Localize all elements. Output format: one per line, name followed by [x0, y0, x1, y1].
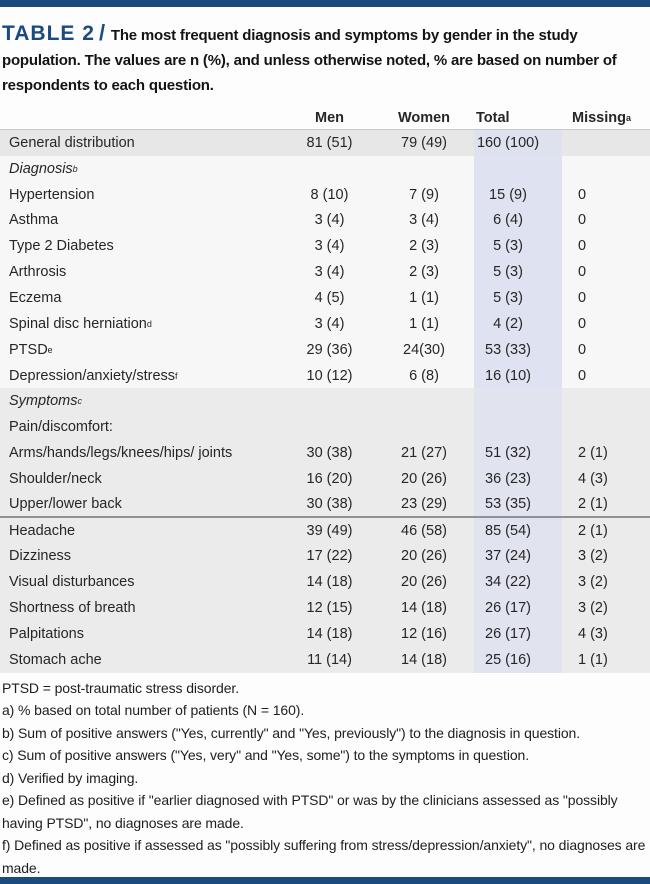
cell-women: 7 (9): [409, 186, 439, 203]
table-caption-text: The most frequent diagnosis and symptoms by gender in the study population. The values are n (%), and unless otherwise noted, % are based on number of respondents to each question.: [2, 27, 617, 94]
cell-men: 17 (22): [306, 548, 353, 565]
cell-men: 29 (36): [306, 341, 353, 358]
cell-missing: 0: [578, 238, 587, 255]
cell-men: 3 (4): [314, 315, 345, 332]
cell-missing: 0: [578, 212, 587, 229]
cell-total: [474, 388, 562, 414]
column-header-women: Women: [397, 110, 451, 126]
top-accent-bar: [0, 0, 650, 7]
table-row: [0, 208, 650, 234]
cell-men: 3 (4): [314, 264, 345, 281]
cell-total: 53 (35): [474, 492, 562, 516]
row-label: Pain/discomfort:: [9, 419, 113, 436]
cell-women: 3 (4): [409, 212, 439, 229]
cell-men: 12 (15): [306, 600, 353, 617]
table-row: [0, 621, 650, 647]
table-row: [0, 492, 650, 518]
cell-total: 37 (24): [474, 544, 562, 570]
footnote-e: e) Defined as positive if "earlier diagnosed with PTSD" or was by the clinicians assessed as "possibly having PTSD", no diagnoses are made.: [2, 792, 618, 831]
cell-men: 4 (5): [314, 289, 345, 306]
cell-men: 3 (4): [314, 212, 345, 229]
cell-missing: 4 (3): [578, 470, 608, 487]
missing-header-label: Missing: [572, 110, 626, 126]
row-label: Eczema: [9, 289, 62, 306]
cell-men: 3 (4): [314, 238, 345, 255]
cell-total: 5 (3): [474, 259, 562, 285]
cell-missing: 0: [578, 367, 587, 384]
section-label: Symptoms c: [9, 393, 82, 410]
footnote-c: c) Sum of positive answers ("Yes, very" and "Yes, some") to the symptoms in question.: [2, 747, 530, 764]
cell-total: 34 (22): [474, 569, 562, 595]
row-label: PTSD e: [9, 341, 53, 358]
cell-total: 5 (3): [474, 233, 562, 259]
cell-women: 2 (3): [409, 238, 439, 255]
cell-missing: 2 (1): [578, 522, 608, 539]
cell-total: 6 (4): [474, 208, 562, 234]
cell-women: 24(30): [403, 341, 445, 358]
cell-women: 20 (26): [401, 470, 447, 487]
cell-men: 39 (49): [306, 522, 353, 539]
section-row-symptoms: [0, 388, 650, 414]
cell-women: [374, 156, 474, 182]
cell-missing: 0: [578, 186, 587, 203]
table-caption: [0, 7, 650, 107]
cell-women: 6 (8): [409, 367, 439, 384]
cell-missing: 4 (3): [578, 625, 608, 642]
table-header-row: [0, 107, 650, 130]
bottom-accent-bar: [0, 877, 650, 884]
cell-missing: 2 (1): [578, 495, 608, 512]
cell-men: 16 (20): [306, 470, 353, 487]
table-row: [0, 233, 650, 259]
column-header-men: Men: [315, 110, 344, 126]
row-label: Headache: [9, 522, 76, 539]
cell-missing: [562, 156, 650, 182]
cell-total: [474, 414, 562, 440]
footnote-b: b) Sum of positive answers ("Yes, currently" and "Yes, previously") to the diagnosis in question.: [2, 724, 581, 741]
cell-missing: [562, 388, 650, 414]
row-label: Depression/anxiety/stress f: [9, 367, 178, 384]
cell-men: 10 (12): [306, 367, 353, 384]
table-row: [0, 130, 650, 156]
cell-women: 14 (18): [401, 600, 447, 617]
cell-women: 14 (18): [401, 651, 447, 668]
table-row: [0, 440, 650, 466]
cell-total: 5 (3): [474, 285, 562, 311]
table-row: [0, 311, 650, 337]
table-row: [0, 285, 650, 311]
table-row: [0, 544, 650, 570]
cell-missing: 3 (2): [578, 600, 608, 617]
cell-missing: 0: [578, 315, 587, 332]
corner-cell: [0, 107, 285, 129]
table-row: [0, 647, 650, 673]
cell-missing: 3 (2): [578, 574, 608, 591]
footnote-f: f) Defined as positive if assessed as "possibly suffering from stress/depression/anxiety", no diagnoses are made.: [2, 837, 646, 876]
cell-men: [285, 156, 374, 182]
row-label: Arms/hands/legs/knees/hips/ joints: [9, 445, 233, 462]
table-row: [0, 518, 650, 544]
table-row: [0, 466, 650, 492]
cell-women: 23 (29): [401, 495, 447, 512]
cell-total: 15 (9): [474, 182, 562, 208]
cell-missing: 0: [578, 341, 587, 358]
row-label: Visual disturbances: [9, 574, 135, 591]
cell-total: [474, 156, 562, 182]
cell-total: 16 (10): [474, 363, 562, 389]
cell-total: 51 (32): [474, 440, 562, 466]
table-row: [0, 569, 650, 595]
row-label: Type 2 Diabetes: [9, 238, 114, 255]
cell-total: 160 (100): [474, 130, 562, 156]
cell-men: 81 (51): [306, 134, 353, 151]
cell-women: [374, 388, 474, 414]
cell-women: [374, 414, 474, 440]
footnote-a: a) % based on total number of patients (N = 160).: [2, 702, 305, 719]
cell-men: 14 (18): [306, 574, 353, 591]
table-row: [0, 363, 650, 389]
cell-men: [285, 414, 374, 440]
table-row: [0, 414, 650, 440]
row-label: Asthma: [9, 212, 59, 229]
row-label: Shortness of breath: [9, 600, 136, 617]
table-row: [0, 259, 650, 285]
column-header-missing: Missing a: [572, 110, 631, 126]
section-label: Diagnosis b: [9, 160, 78, 177]
cell-women: 20 (26): [401, 574, 447, 591]
cell-women: 1 (1): [409, 289, 439, 306]
row-label: Upper/lower back: [9, 495, 122, 512]
cell-men: 11 (14): [307, 651, 352, 668]
caption-slash-separator: /: [98, 20, 105, 45]
cell-men: 30 (38): [306, 495, 353, 512]
cell-missing: 0: [578, 264, 587, 281]
cell-missing: [562, 130, 650, 156]
cell-women: 79 (49): [401, 134, 447, 151]
cell-men: 30 (38): [306, 445, 353, 462]
cell-missing: 2 (1): [578, 445, 608, 462]
table-footnotes: [0, 673, 650, 880]
cell-missing: 0: [578, 289, 587, 306]
cell-women: 20 (26): [401, 548, 447, 565]
table-number-label: TABLE 2: [2, 22, 95, 45]
cell-women: 46 (58): [401, 522, 447, 539]
cell-total: 25 (16): [474, 647, 562, 673]
cell-men: 14 (18): [306, 625, 353, 642]
column-header-total: Total: [476, 110, 510, 126]
cell-total: 53 (33): [474, 337, 562, 363]
cell-missing: 1 (1): [578, 651, 608, 668]
cell-women: 1 (1): [409, 315, 439, 332]
section-row-diagnosis: [0, 156, 650, 182]
row-label: Shoulder/neck: [9, 470, 102, 487]
footnote-d: d) Verified by imaging.: [2, 769, 139, 786]
row-label: Hypertension: [9, 186, 95, 203]
footnote-abbreviation: PTSD = post-traumatic stress disorder.: [2, 679, 240, 696]
cell-women: 2 (3): [409, 264, 439, 281]
cell-women: 21 (27): [401, 445, 447, 462]
cell-total: 26 (17): [474, 595, 562, 621]
cell-total: 4 (2): [474, 311, 562, 337]
row-label: Spinal disc herniation d: [9, 315, 152, 332]
cell-total: 26 (17): [474, 621, 562, 647]
row-label: General distribution: [9, 134, 135, 151]
row-label: Stomach ache: [9, 651, 102, 668]
cell-men: [285, 388, 374, 414]
data-table: [0, 107, 650, 673]
table-row: [0, 337, 650, 363]
row-label: Palpitations: [9, 625, 84, 642]
cell-women: 12 (16): [401, 625, 447, 642]
cell-total: 85 (54): [474, 518, 562, 544]
cell-men: 8 (10): [310, 186, 349, 203]
table-row: [0, 595, 650, 621]
cell-missing: 3 (2): [578, 548, 608, 565]
cell-total: 36 (23): [474, 466, 562, 492]
row-label: Arthrosis: [9, 264, 67, 281]
cell-missing: [562, 414, 650, 440]
row-label: Dizziness: [9, 548, 72, 565]
table-row: [0, 182, 650, 208]
